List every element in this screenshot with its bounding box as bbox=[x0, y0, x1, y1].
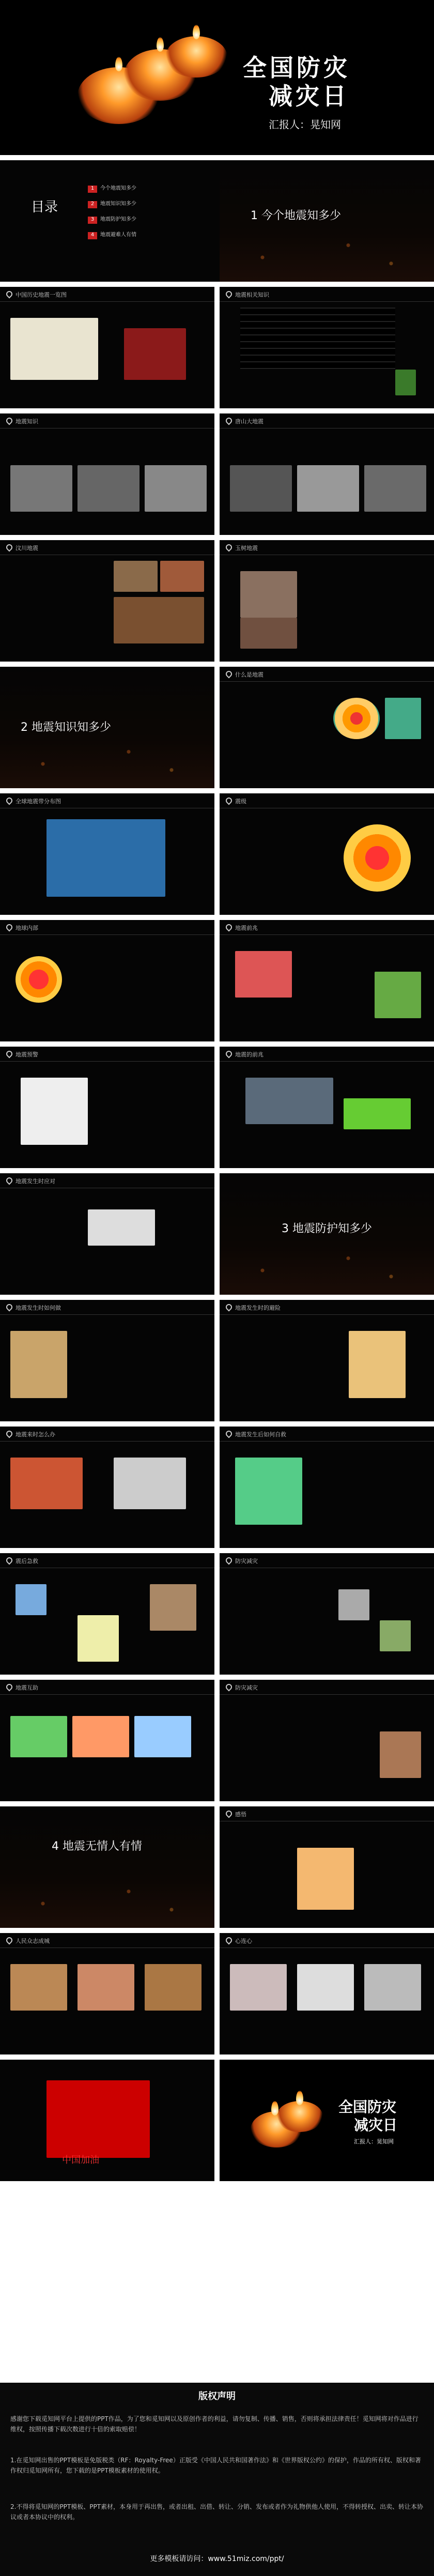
section-slide-3 bbox=[220, 1173, 434, 1295]
ruins-photo bbox=[240, 571, 297, 618]
earth-diagram bbox=[344, 824, 411, 892]
slide-header: 震级 bbox=[235, 798, 246, 805]
pin-icon bbox=[225, 670, 234, 679]
toc-item[interactable]: 3 地震防护知多少 bbox=[88, 214, 136, 224]
ruins-photo bbox=[114, 597, 204, 643]
slide-header: 人民众志成城 bbox=[16, 1938, 50, 1944]
slide-header: 地震前兆 bbox=[235, 925, 258, 931]
footer-title: 版权声明 bbox=[198, 2391, 236, 2402]
section-title: 2 地震知识知多少 bbox=[21, 721, 111, 734]
cartoon bbox=[150, 1584, 196, 1631]
pin-icon bbox=[5, 796, 14, 805]
footer-paragraph: 感谢您下载觅知网平台上提供的PPT作品，为了您和觅知网以及原创作者的利益，请勿复制、传播、销售，否则将承担法律责任！觅知网将对作品进行维权，按照传播下载次数进行十倍的索取赔偿！ bbox=[10, 2415, 419, 2433]
slide-header: 地震知识 bbox=[16, 418, 38, 425]
ruins-photo bbox=[230, 465, 292, 512]
section-slide-4 bbox=[0, 1806, 214, 1928]
footer-url[interactable]: 更多模板请访问：www.51miz.com/ppt/ bbox=[150, 2555, 284, 2563]
cover-reporter: 汇报人：晃知网 bbox=[269, 118, 341, 131]
slide-response bbox=[0, 1173, 214, 1295]
cartoon bbox=[235, 1458, 302, 1525]
slide-header: 唐山大地震 bbox=[235, 418, 264, 425]
cartoon bbox=[349, 1331, 406, 1398]
ruins-photo bbox=[145, 465, 207, 512]
slide-tangshan-2 bbox=[220, 413, 434, 535]
cartoon bbox=[72, 1716, 129, 1757]
cartoon bbox=[380, 1620, 411, 1651]
pin-icon bbox=[225, 796, 234, 805]
slide-united bbox=[0, 1933, 214, 2054]
cartoon-girl bbox=[297, 1848, 354, 1910]
slide-header: 感悟 bbox=[235, 1811, 246, 1818]
slide-header: 玉树地震 bbox=[235, 545, 258, 551]
cartoon bbox=[134, 1716, 191, 1757]
ruins-photo bbox=[364, 465, 426, 512]
cartoon-sign bbox=[344, 1098, 411, 1129]
section-title: 1 今个地震知多少 bbox=[251, 209, 341, 222]
heart-photo bbox=[145, 1964, 202, 2011]
slide-header: 防灾减灾 bbox=[235, 1684, 258, 1691]
heart-photo bbox=[78, 1964, 134, 2011]
slide-feel bbox=[220, 1806, 434, 1928]
ruins-photo bbox=[78, 465, 140, 512]
slide-header: 地震发生时如何做 bbox=[16, 1305, 61, 1311]
pin-icon bbox=[225, 1556, 234, 1565]
section-title: 3 地震防护知多少 bbox=[282, 1222, 372, 1235]
slide-header: 地震发生后如何自救 bbox=[235, 1431, 286, 1438]
slide-header: 地震相关知识 bbox=[235, 292, 269, 298]
cartoon bbox=[380, 1731, 421, 1778]
pin-icon bbox=[225, 1810, 234, 1818]
earth-diagram bbox=[333, 698, 380, 739]
cartoon bbox=[78, 1615, 119, 1662]
pin-icon bbox=[5, 1936, 14, 1945]
pin-icon bbox=[5, 1556, 14, 1565]
slide-sign bbox=[220, 1047, 434, 1168]
pin-icon bbox=[5, 543, 14, 552]
pin-icon bbox=[225, 923, 234, 932]
body-text bbox=[240, 308, 395, 370]
cover-title-line1: 全国防灾 bbox=[243, 54, 350, 82]
heart-photo bbox=[364, 1964, 421, 2011]
pin-icon bbox=[225, 1683, 234, 1692]
cover-slide bbox=[0, 0, 434, 155]
slide-wenchuan bbox=[0, 540, 214, 662]
toc-title: 目录 bbox=[31, 200, 58, 215]
pin-icon bbox=[225, 290, 234, 299]
closing-title-line1: 全国防灾 bbox=[338, 2098, 397, 2115]
pin-icon bbox=[5, 417, 14, 425]
pin-icon bbox=[225, 1936, 234, 1945]
flame-icon bbox=[157, 37, 164, 52]
ruins-photo bbox=[160, 561, 204, 592]
slide-header: 地震发生时应对 bbox=[16, 1178, 55, 1185]
cartoon bbox=[10, 1458, 83, 1509]
toc-item[interactable]: 2 地震知识知多少 bbox=[88, 199, 136, 208]
earth-diagram bbox=[16, 956, 62, 1003]
pin-icon bbox=[5, 290, 14, 299]
flame-icon bbox=[193, 25, 200, 39]
ruins-photo bbox=[114, 561, 158, 592]
slide-header: 中国历史地震一览图 bbox=[16, 292, 67, 298]
slide-header: 地球内部 bbox=[16, 925, 38, 931]
cartoon bbox=[16, 1584, 47, 1615]
heart-photo bbox=[10, 1964, 67, 2011]
china-text: 中国加油 bbox=[62, 2155, 99, 2166]
slide-header: 地震预警 bbox=[16, 1051, 38, 1058]
section-title: 4 地震无情人有情 bbox=[52, 1840, 142, 1853]
slide-howto bbox=[0, 1300, 214, 1421]
pin-icon bbox=[5, 923, 14, 932]
tree-image bbox=[395, 370, 416, 395]
slide-firstaid bbox=[0, 1553, 214, 1675]
pin-icon bbox=[5, 1683, 14, 1692]
cartoon bbox=[10, 1331, 67, 1398]
slide-header: 什么是地震 bbox=[235, 671, 264, 678]
closing-title-line2: 减灾日 bbox=[354, 2117, 398, 2134]
slide-header: 防灾减灾 bbox=[235, 1558, 258, 1565]
footer-paragraph: 1.在觅知网出售的PPT模板是免版税类（RF：Royalty-Free）正版受《中国人民共和国著作法》和《世界版权公约》的保护，作品的所有权、版权和著作权归觅知网所有，您下载的是PPT模板素材的使用权。 bbox=[10, 2457, 421, 2474]
slide-global-belt bbox=[0, 793, 214, 915]
cover-title-line2: 减灾日 bbox=[269, 82, 349, 110]
candle-image bbox=[165, 36, 227, 78]
closing-slide bbox=[220, 2060, 434, 2181]
slide-map bbox=[0, 287, 214, 408]
pin-icon bbox=[5, 1430, 14, 1438]
cartoon bbox=[114, 1458, 186, 1509]
slide-precursor bbox=[220, 920, 434, 1041]
closing-reporter: 汇报人：晃知网 bbox=[354, 2138, 394, 2145]
heart-photo bbox=[297, 1964, 354, 2011]
section-slide-2 bbox=[0, 667, 214, 788]
pin-icon bbox=[225, 1050, 234, 1059]
slide-tangshan bbox=[0, 413, 214, 535]
ruins-photo bbox=[10, 465, 72, 512]
slide-header: 地震来时怎么办 bbox=[16, 1431, 55, 1438]
section-slide-1 bbox=[220, 160, 434, 282]
slide-header: 全球地震带分布图 bbox=[16, 798, 61, 805]
pin-icon bbox=[5, 1050, 14, 1059]
slide-header: 汶川地震 bbox=[16, 545, 38, 551]
map-image bbox=[10, 318, 98, 380]
ruins-photo bbox=[297, 465, 359, 512]
cartoon bbox=[10, 1716, 67, 1757]
flame-icon bbox=[115, 57, 122, 71]
slide-header: 地震的前兆 bbox=[235, 1051, 264, 1058]
illustration bbox=[235, 951, 292, 998]
copyright-footer bbox=[0, 2383, 434, 2576]
slide-header: 地震发生时的避险 bbox=[235, 1305, 281, 1311]
heart-photo bbox=[230, 1964, 287, 2011]
slide-what-todo bbox=[0, 1427, 214, 1548]
pin-icon bbox=[225, 417, 234, 425]
world-map bbox=[47, 819, 165, 897]
flame-icon bbox=[271, 2101, 278, 2115]
pin-icon bbox=[225, 543, 234, 552]
slide-heart bbox=[220, 1933, 434, 2054]
slide-earth-inner bbox=[0, 920, 214, 1041]
slide-prevention bbox=[220, 1553, 434, 1675]
ruins-photo bbox=[240, 618, 297, 649]
slide-header: 地震互助 bbox=[16, 1684, 38, 1691]
toc-item[interactable]: 1 今个地震知多少 bbox=[88, 183, 136, 193]
slide-selfrescue bbox=[220, 1427, 434, 1548]
pin-icon bbox=[5, 1303, 14, 1312]
illustration bbox=[375, 972, 421, 1018]
pin-icon bbox=[225, 1430, 234, 1438]
slide-knowledge bbox=[220, 287, 434, 408]
slide-what bbox=[220, 667, 434, 788]
footer-paragraph: 2.不得将觅知网的PPT模板、PPT素材，本身用于再出售，或者出租、出借、转让、分销、发布或者作为礼物供他人使用，不得转授权、出卖、转让本协议或者本协议中的权利。 bbox=[10, 2503, 424, 2521]
cartoon bbox=[338, 1589, 369, 1620]
china-map bbox=[47, 2080, 150, 2158]
slide-header: 心连心 bbox=[235, 1938, 252, 1944]
world-map bbox=[245, 1078, 333, 1124]
slide-china bbox=[0, 2060, 214, 2181]
slide-magnitude bbox=[220, 793, 434, 915]
toc-item[interactable]: 4 地震避难人有情 bbox=[88, 230, 136, 239]
candle-image bbox=[276, 2101, 323, 2132]
pin-icon bbox=[5, 1176, 14, 1185]
slide-mutual bbox=[0, 1680, 214, 1801]
flame-icon bbox=[296, 2091, 303, 2105]
pin-icon bbox=[225, 1303, 234, 1312]
house-image bbox=[124, 328, 186, 380]
slide-help bbox=[220, 1680, 434, 1801]
slide-header: 震后急救 bbox=[16, 1558, 38, 1565]
slide-warning bbox=[0, 1047, 214, 1168]
cartoon-grid bbox=[21, 1078, 88, 1145]
wave-diagram bbox=[88, 1209, 155, 1246]
slide-yushu bbox=[220, 540, 434, 662]
slide-shelter bbox=[220, 1300, 434, 1421]
earth-diagram bbox=[385, 698, 421, 739]
